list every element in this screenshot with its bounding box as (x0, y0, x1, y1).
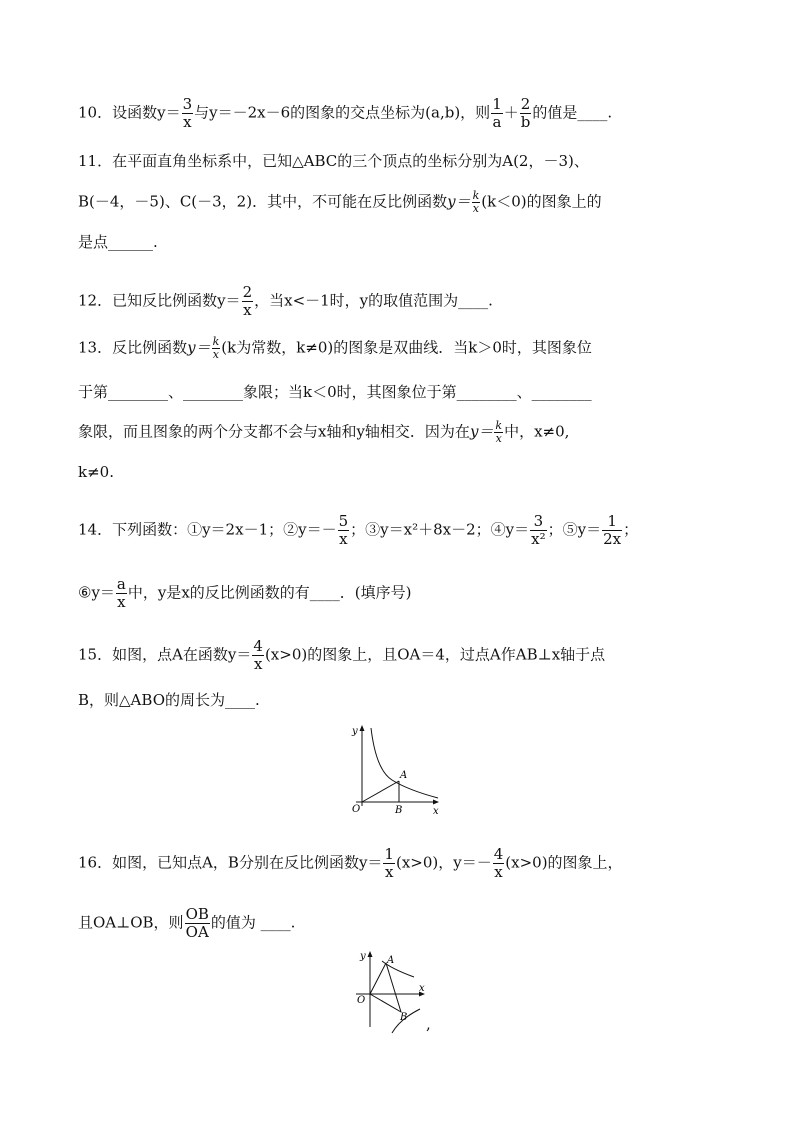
fraction-denominator: x (384, 863, 394, 881)
fraction-numerator: OB (185, 905, 209, 923)
fraction-denominator: a (492, 113, 502, 131)
q14-text-2a: ⑥y＝ (78, 583, 115, 602)
q13-text-3b: 中，x≠0, (504, 422, 570, 441)
label-A: A (400, 770, 408, 781)
q16-text-3: (x>0)的图象上， (505, 853, 623, 872)
label-A: A (387, 955, 395, 966)
fraction-denominator: 2x (603, 530, 622, 548)
fraction-numerator: 2 (242, 283, 253, 301)
question-16-line-2 (78, 906, 295, 941)
fraction-numerator: 5 (338, 512, 349, 530)
question-16-line-1 (78, 846, 623, 881)
fraction-numerator: 2 (520, 95, 531, 113)
q15-fraction-4-over-x (252, 638, 264, 673)
q15-text-1: 15．如图，点A在函数y＝ (78, 645, 252, 664)
q11-yeq: y＝ (447, 192, 471, 211)
q14-fraction-1-over-2x (602, 513, 622, 548)
fraction-denominator: x (183, 113, 192, 131)
q10-fraction-2-over-b (520, 96, 532, 131)
question-12 (78, 284, 493, 319)
fraction-numerator: a (116, 575, 126, 593)
fraction-numerator: 1 (492, 95, 502, 113)
plus-sign: ＋ (503, 103, 519, 122)
fraction-denominator: b (520, 113, 531, 131)
q14-fraction-5-over-x (338, 513, 350, 548)
question-14-line-2 (78, 576, 412, 611)
q13-text-2: (k为常数，k≠0)的图象是双曲线．当k＞0时，其图象位 (221, 338, 592, 357)
fraction-numerator: 4 (493, 845, 504, 863)
segment-OA (362, 781, 399, 802)
segment-OA (370, 963, 386, 994)
fraction-numerator: k (495, 419, 503, 432)
q10-text-2: 与y＝－2x－6的图象的交点坐标为(a,b)，则 (194, 103, 491, 122)
fraction-numerator: 1 (384, 845, 394, 863)
q13-l3-fraction-k-over-x (494, 420, 503, 445)
question-11-line-3: 是点______. (78, 233, 158, 251)
q16-text-2a: 且OA⊥OB，则 (78, 913, 184, 932)
question-15-line-2: B，则△ABO的周长为____. (78, 691, 260, 709)
label-B: B (400, 1012, 408, 1023)
label-x: x (419, 983, 425, 994)
label-y: y (352, 726, 358, 737)
fraction-numerator: 1 (602, 513, 622, 531)
q10-text-3: 的值是____. (532, 103, 613, 122)
q14-text-2: ；③y＝x²＋8x－2；④y＝ (350, 520, 530, 539)
question-10 (78, 96, 612, 131)
label-O: O (352, 804, 361, 814)
fraction-denominator: OA (185, 923, 209, 941)
fraction-denominator: x (253, 655, 263, 673)
fraction-numerator: k (212, 335, 220, 348)
q11-text-b: (k＜0)的图象上的 (481, 192, 602, 211)
q11-fraction-k-over-x (472, 190, 481, 215)
q14-fraction-3-over-x2 (530, 513, 546, 548)
fraction-denominator: x (472, 202, 480, 215)
question-15-line-1 (78, 638, 605, 673)
fraction-denominator: x² (531, 530, 546, 548)
label-x: x (433, 806, 439, 814)
fraction-denominator: x (494, 863, 503, 881)
question-13-line-1 (78, 336, 592, 361)
fraction-denominator: x (339, 530, 348, 548)
q14-text-2b: 中，y是x的反比例函数的有____．(填序号) (127, 583, 412, 602)
q16-fraction-OB-over-OA (185, 906, 210, 941)
q13-text-1: 13．反比例函数 (78, 338, 188, 357)
fraction-numerator: 4 (253, 637, 263, 655)
question-13-line-3 (78, 420, 569, 445)
x-axis-arrow (433, 800, 439, 805)
q11-text-a: B(－4，－5)、C(－3，2)．其中，不可能在反比例函数 (78, 192, 448, 211)
fraction-numerator: 3 (182, 95, 193, 113)
q10-text-1: 设函数 (112, 103, 158, 122)
hyperbola-curve (371, 728, 438, 798)
fraction-denominator: x (495, 432, 502, 445)
label-y: y (360, 951, 366, 962)
question-11-line-1: 11．在平面直角坐标系中，已知△ABC的三个顶点的坐标分别为A(2，－3)、 (78, 152, 589, 170)
q16-fraction-4-over-x (493, 846, 505, 881)
question-11-line-2 (78, 190, 602, 215)
y-axis-arrow (368, 951, 373, 957)
q13-l3-yeq: y＝ (469, 422, 494, 441)
q14-text-1: 14．下列函数：①y＝2x－1；②y＝－ (78, 520, 337, 539)
q15-text-2: (x>0)的图象上，且OA＝4，过点A作AB⊥x轴于点 (264, 645, 606, 664)
fraction-denominator: x (243, 301, 252, 319)
q16-text-1: 16．如图，已知点A，B分别在反比例函数y＝ (78, 853, 383, 872)
fraction-denominator: x (117, 593, 126, 611)
q10-fraction-1-over-a (491, 96, 503, 131)
q16-text-2: (x>0)，y＝－ (395, 853, 492, 872)
q14-text-4: ； (623, 520, 639, 539)
y-axis-arrow (360, 725, 365, 731)
label-B: B (395, 805, 403, 814)
q12-fraction-2-over-x (242, 284, 254, 319)
q13-text-3a: 象限，而且图象的两个分支都不会与x轴和y轴相交．因为在 (78, 422, 470, 441)
question-13-line-4: k≠0. (78, 463, 114, 481)
question-14-line-1 (78, 513, 638, 548)
q12-text-1: 12．已知反比例函数y＝ (78, 291, 241, 310)
label-O: O (357, 995, 366, 1006)
q13-fraction-k-over-x (212, 336, 221, 361)
q13-yeq: y＝ (187, 338, 211, 357)
q16-fraction-1-over-x (383, 846, 395, 881)
q14-fraction-a-over-x (116, 576, 127, 611)
fraction-numerator: k (472, 189, 480, 202)
q10-fraction-3-over-x (182, 96, 194, 131)
q16-text-2b: 的值为 ____. (210, 913, 296, 932)
q16-trailing-comma: , (426, 1015, 431, 1033)
q15-figure (346, 722, 446, 814)
fraction-numerator: 3 (530, 513, 546, 531)
q12-text-2: ，当x<－1时，y的取值范围为____. (254, 291, 493, 310)
question-13-line-2: 于第________、________象限；当k＜0时，其图象位于第________、________ (78, 383, 592, 401)
q14-text-3: ；⑤y＝ (547, 520, 602, 539)
q10-number: 10． (78, 103, 113, 122)
q10-yeq: y＝ (157, 103, 181, 122)
fraction-denominator: x (212, 348, 220, 361)
